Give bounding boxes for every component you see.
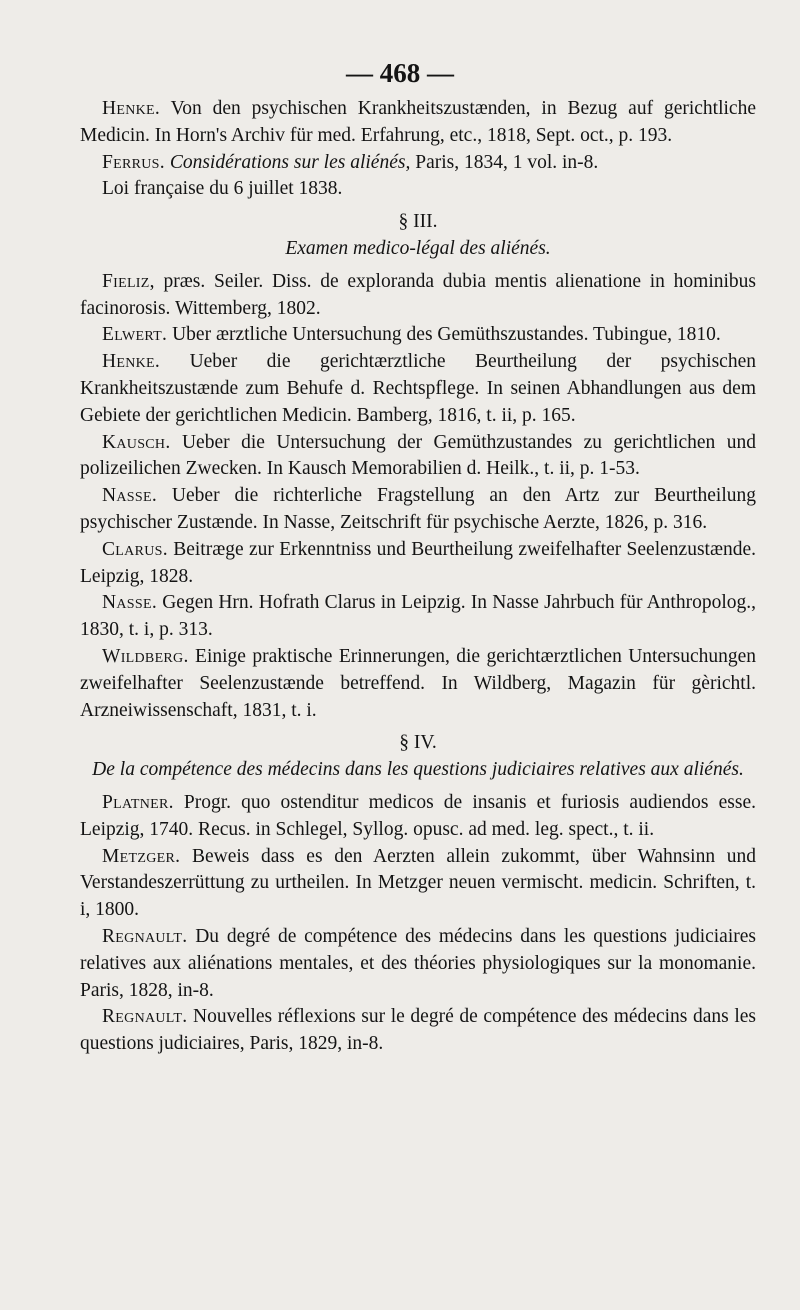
bibliography-entry [80,176,756,203]
entry-text: Paris, 1834, 1 vol. in-8. [410,151,599,173]
bibliography-entry [80,644,756,724]
entry-author: Metzger. [102,845,181,867]
entry-text: Nouvelles réflexions sur le degré de compétence des médecins dans les questions judiciaires, Paris, 1829, in-8. [80,1006,756,1055]
bibliography-entry [80,1004,756,1058]
entry-text: Progr. quo ostenditur medicos de insanis et furiosis audiendos esse. Leipzig, 1740. Recus. in Schlegel, Syllog. opusc. ad med. leg. spect., t. ii. [80,791,756,840]
entry-author: Wildberg. [102,645,189,667]
section-title: De la compétence des médecins dans les questions judiciaires relatives aux aliénés. [92,759,744,781]
entry-author: Regnault. [102,1006,188,1028]
entry-text: Du degré de compétence des médecins dans les questions judiciaires relatives aux aliénations mentales, et des théories physiologiques sur la monomanie. Paris, 1828, in-8. [80,925,756,1001]
entry-author: Fieliz, [102,270,155,292]
bibliography-entry [80,483,756,537]
entry-author: Nasse. [102,485,157,507]
section-heading: § IV. [399,732,437,754]
bibliography-entry [80,150,756,177]
entry-text: Ueber die gerichtærztliche Beurtheilung der psychischen Krankheitszustænde zum Behufe d. Rechtspflege. In seinen Abhandlungen aus dem Gebiete der gerichtlichen Medicin. Bamberg, 1816, t. ii, p. 165. [80,351,756,426]
entry-text: Uber ærztliche Untersuchung des Gemüthszustandes. Tubingue, 1810. [167,324,721,346]
entry-text: Loi française du 6 juillet 1838. [102,178,343,200]
entry-author: Nasse. [102,592,157,614]
bibliography-entry [80,96,756,150]
entry-text: Gegen Hrn. Hofrath Clarus in Leipzig. In Nasse Jahrbuch für Anthropolog., 1830, t. i, p. 313. [80,592,756,641]
entry-author: Regnault. [102,925,188,947]
entry-author: Platner. [102,791,174,813]
entry-text: Ueber die Untersuchung der Gemüthzustandes zu gerichtlichen und polizeilichen Zwecken. In Kausch Memorabilien d. Heilk., t. ii, p. 1-53. [80,431,756,480]
page-number: — 468 — [346,58,454,88]
entry-title-italic: Considérations sur les aliénés, [164,151,411,173]
entry-text: Beweis dass es den Aerzten allein zukommt, über Wahnsinn und Verstandeszerrüttung zu urtheilen. In Metzger neuen vermischt. medicin. Schriften, t. i, 1800. [80,845,756,921]
bibliography-entry [80,322,756,349]
entry-text: Ueber die richterliche Fragstellung an den Artz zur Beurtheilung psychischer Zustænde. In Nasse, Zeitschrift für psychische Aerzte, 1826, p. 316. [80,485,756,533]
bibliography-entry [80,537,756,591]
entry-text: Einige praktische Erinnerungen, die gerichtærztlichen Untersuchungen zweifelhafter Seelenzustænde betreffend. In Wildberg, Magazin für gèrichtl. Arzneiwissenschaft, 1831, t. i. [80,645,756,721]
section-title: Examen medico-légal des aliénés. [285,237,551,259]
entry-author: Henke. [102,351,161,373]
bibliography-entry [80,844,756,924]
entry-author: Clarus. [102,538,168,560]
bibliography-entry [80,269,756,323]
entry-author: Kausch. [102,431,171,453]
bibliography-entry [80,924,756,1004]
entry-text: Von den psychischen Krankheitszustænden, in Bezug auf gerichtliche Medicin. In Horn's Archiv für med. Erfahrung, etc., 1818, Sept. oct., p. 193. [80,98,756,146]
entry-author: Elwert. [102,324,168,346]
entry-author: Ferrus. [102,151,165,173]
bibliography-entry [80,590,756,644]
section-heading: § III. [398,211,438,233]
entry-text: Beitræge zur Erkenntniss und Beurtheilung zweifelhafter Seelenzustænde. Leipzig, 1828. [80,538,756,587]
entry-text: præs. Seiler. Diss. de exploranda dubia mentis alienatione in hominibus facinorosis. Wittemberg, 1802. [80,270,756,319]
page-content [80,96,756,1058]
bibliography-entry [80,430,756,484]
bibliography-entry [80,349,756,429]
entry-author: Henke. [102,98,161,119]
bibliography-entry [80,790,756,844]
